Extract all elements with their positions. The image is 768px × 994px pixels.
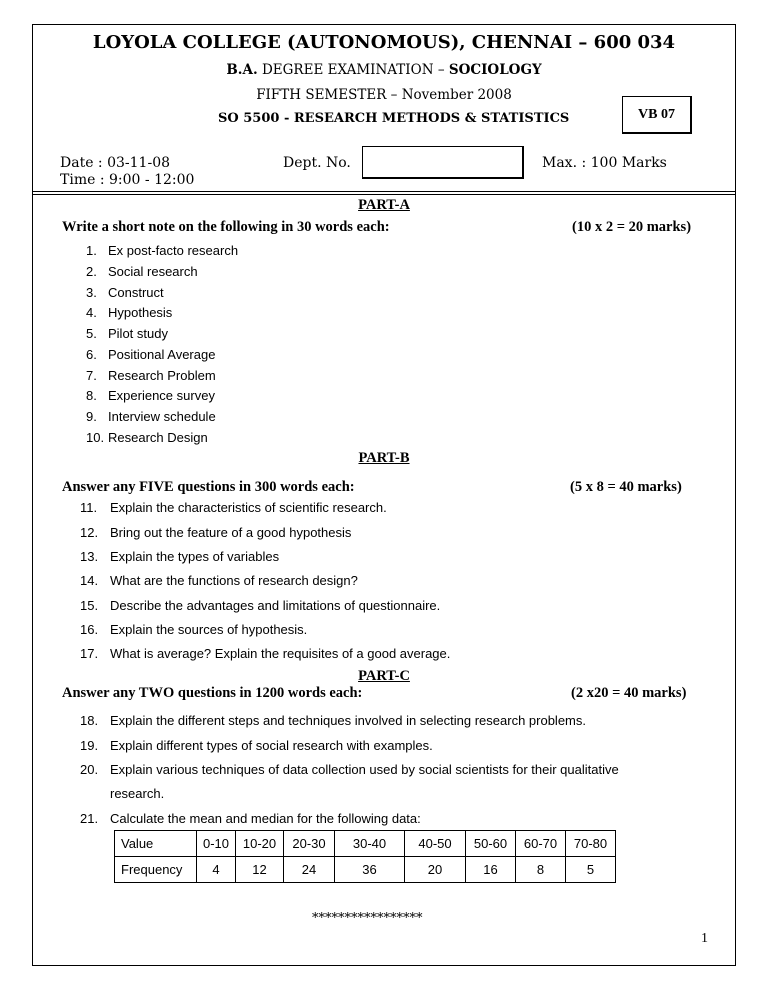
page-number: 1: [701, 931, 708, 946]
table-row: [115, 831, 616, 857]
question-item: 15. Describe the advantages and limitations of questionnaire.: [80, 598, 441, 613]
question-item: 5. Pilot study: [86, 326, 168, 341]
question-item: 21. Calculate the mean and median for the following data:: [80, 811, 421, 826]
part-a-instruction: Write a short note on the following in 30 words each:: [62, 219, 390, 235]
table-cell: 50-60: [466, 831, 516, 857]
divider: [32, 191, 736, 192]
question-item: 4. Hypothesis: [86, 305, 173, 320]
table-cell: 30-40: [335, 831, 405, 857]
college-title: LOYOLA COLLEGE (AUTONOMOUS), CHENNAI – 600 034: [92, 32, 676, 53]
dept-no-box: [362, 146, 524, 179]
question-item: 18. Explain the different steps and techniques involved in selecting research problems.: [80, 713, 586, 728]
divider: [32, 194, 736, 195]
question-item: 1. Ex post-facto research: [86, 243, 239, 258]
semester-line: FIFTH SEMESTER – November 2008: [256, 87, 512, 103]
part-b-title: PART-B: [358, 450, 410, 466]
question-item: 13. Explain the types of variables: [80, 549, 280, 564]
end-marker: *****************: [312, 911, 423, 926]
table-cell: 20-30: [284, 831, 335, 857]
question-item: 7. Research Problem: [86, 368, 216, 383]
max-marks: Max. : 100 Marks: [542, 155, 667, 171]
table-cell: 8: [516, 857, 566, 883]
question-item: 14. What are the functions of research design?: [80, 573, 358, 588]
table-cell: 16: [466, 857, 516, 883]
table-cell: 20: [405, 857, 466, 883]
table-cell: 10-20: [236, 831, 284, 857]
table-cell: 40-50: [405, 831, 466, 857]
paper-code-box: VB 07: [622, 96, 692, 134]
question-item: 19. Explain different types of social research with examples.: [80, 738, 433, 753]
frequency-table: [114, 830, 616, 883]
table-cell: 5: [566, 857, 616, 883]
exam-time: Time : 9:00 - 12:00: [60, 172, 195, 188]
question-item: 17. What is average? Explain the requisites of a good average.: [80, 646, 451, 661]
part-a-marks: (10 x 2 = 20 marks): [572, 219, 692, 235]
table-cell: 12: [236, 857, 284, 883]
question-item: 10. Research Design: [86, 430, 208, 445]
part-b-marks: (5 x 8 = 40 marks): [570, 479, 682, 495]
question-item: 20. Explain various techniques of data collection used by social scientists for their qualitative: [80, 762, 619, 777]
part-c-marks: (2 x20 = 40 marks): [571, 685, 687, 701]
table-cell: 60-70: [516, 831, 566, 857]
question-continuation: research.: [110, 786, 165, 801]
question-item: 12. Bring out the feature of a good hypothesis: [80, 525, 352, 540]
degree-line: B.A. DEGREE EXAMINATION – SOCIOLOGY: [226, 62, 542, 78]
part-a-title: PART-A: [358, 197, 410, 213]
question-item: 8. Experience survey: [86, 388, 215, 403]
table-cell: 36: [335, 857, 405, 883]
table-row: [115, 857, 616, 883]
table-cell: 24: [284, 857, 335, 883]
exam-date: Date : 03-11-08: [60, 155, 171, 171]
question-item: 11. Explain the characteristics of scientific research.: [80, 500, 387, 515]
question-item: 16. Explain the sources of hypothesis.: [80, 622, 308, 637]
question-item: 2. Social research: [86, 264, 198, 279]
question-item: 9. Interview schedule: [86, 409, 216, 424]
question-item: 3. Construct: [86, 285, 164, 300]
table-cell: 0-10: [197, 831, 236, 857]
part-c-instruction: Answer any TWO questions in 1200 words each:: [62, 685, 363, 701]
part-b-instruction: Answer any FIVE questions in 300 words each:: [62, 479, 355, 495]
part-c-title: PART-C: [358, 668, 410, 684]
table-cell: 70-80: [566, 831, 616, 857]
question-item: 6. Positional Average: [86, 347, 216, 362]
dept-no-label: Dept. No.: [283, 155, 351, 171]
table-cell: Value: [115, 831, 197, 857]
course-title: SO 5500 - RESEARCH METHODS & STATISTICS: [218, 111, 570, 126]
table-cell: 4: [197, 857, 236, 883]
table-cell: Frequency: [115, 857, 197, 883]
